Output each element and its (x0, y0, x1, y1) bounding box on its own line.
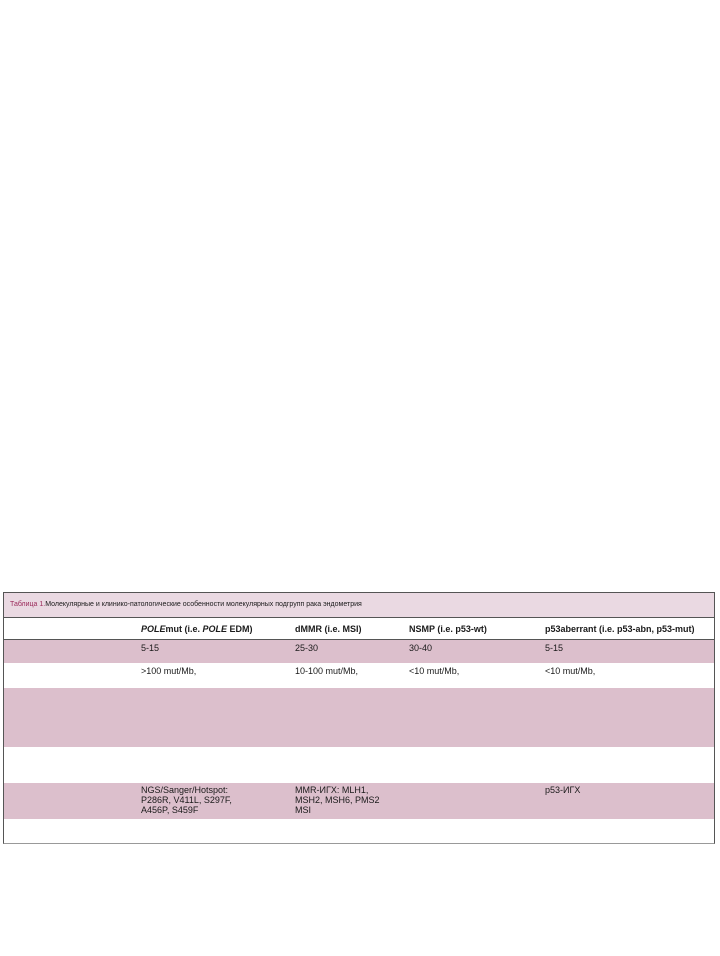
header-dmmr: dMMR (i.e. MSI) (295, 624, 362, 634)
table-cell: 25-30 (295, 643, 319, 653)
table-cell: 5-15 (545, 643, 564, 653)
table-caption-text: Молекулярные и клинико-патологические особенности молекулярных подгрупп рака эндометрия (45, 601, 362, 608)
header-p53: p53aberrant (i.e. p53-abn, p53-mut) (545, 624, 695, 634)
header-pole-text-2: EDM) (227, 624, 253, 634)
header-nsmp: NSMP (i.e. p53-wt) (409, 624, 487, 634)
table-cell: 10-100 mut/Mb, (295, 666, 359, 676)
table-row (4, 688, 714, 747)
table-cell: MMR-ИГХ: MLH1, MSH2, MSH6, PMS2 MSI (295, 785, 380, 815)
table-row (4, 640, 714, 663)
header-pole-text: mut (i.e. (165, 624, 203, 634)
table-caption-label: Таблица 1. (10, 601, 46, 608)
molecular-subgroups-table (3, 592, 715, 844)
table-caption (4, 593, 714, 618)
header-pole-italic: POLE (141, 624, 166, 634)
table-row (4, 783, 714, 819)
table-row (4, 747, 714, 783)
table-header-row (4, 618, 714, 640)
table-cell: p53-ИГХ (545, 785, 581, 795)
table-cell: 5-15 (141, 643, 160, 653)
table-cell: NGS/Sanger/Hotspot: P286R, V411L, S297F, A456P, S459F (141, 785, 232, 815)
table-cell: 30-40 (409, 643, 433, 653)
table-cell: <10 mut/Mb, (545, 666, 596, 676)
table-cell: >100 mut/Mb, (141, 666, 197, 676)
table-row (4, 663, 714, 688)
header-pole-italic-2: POLE (202, 624, 228, 634)
table-row (4, 819, 714, 843)
table-cell: <10 mut/Mb, (409, 666, 460, 676)
header-pole (141, 624, 286, 634)
